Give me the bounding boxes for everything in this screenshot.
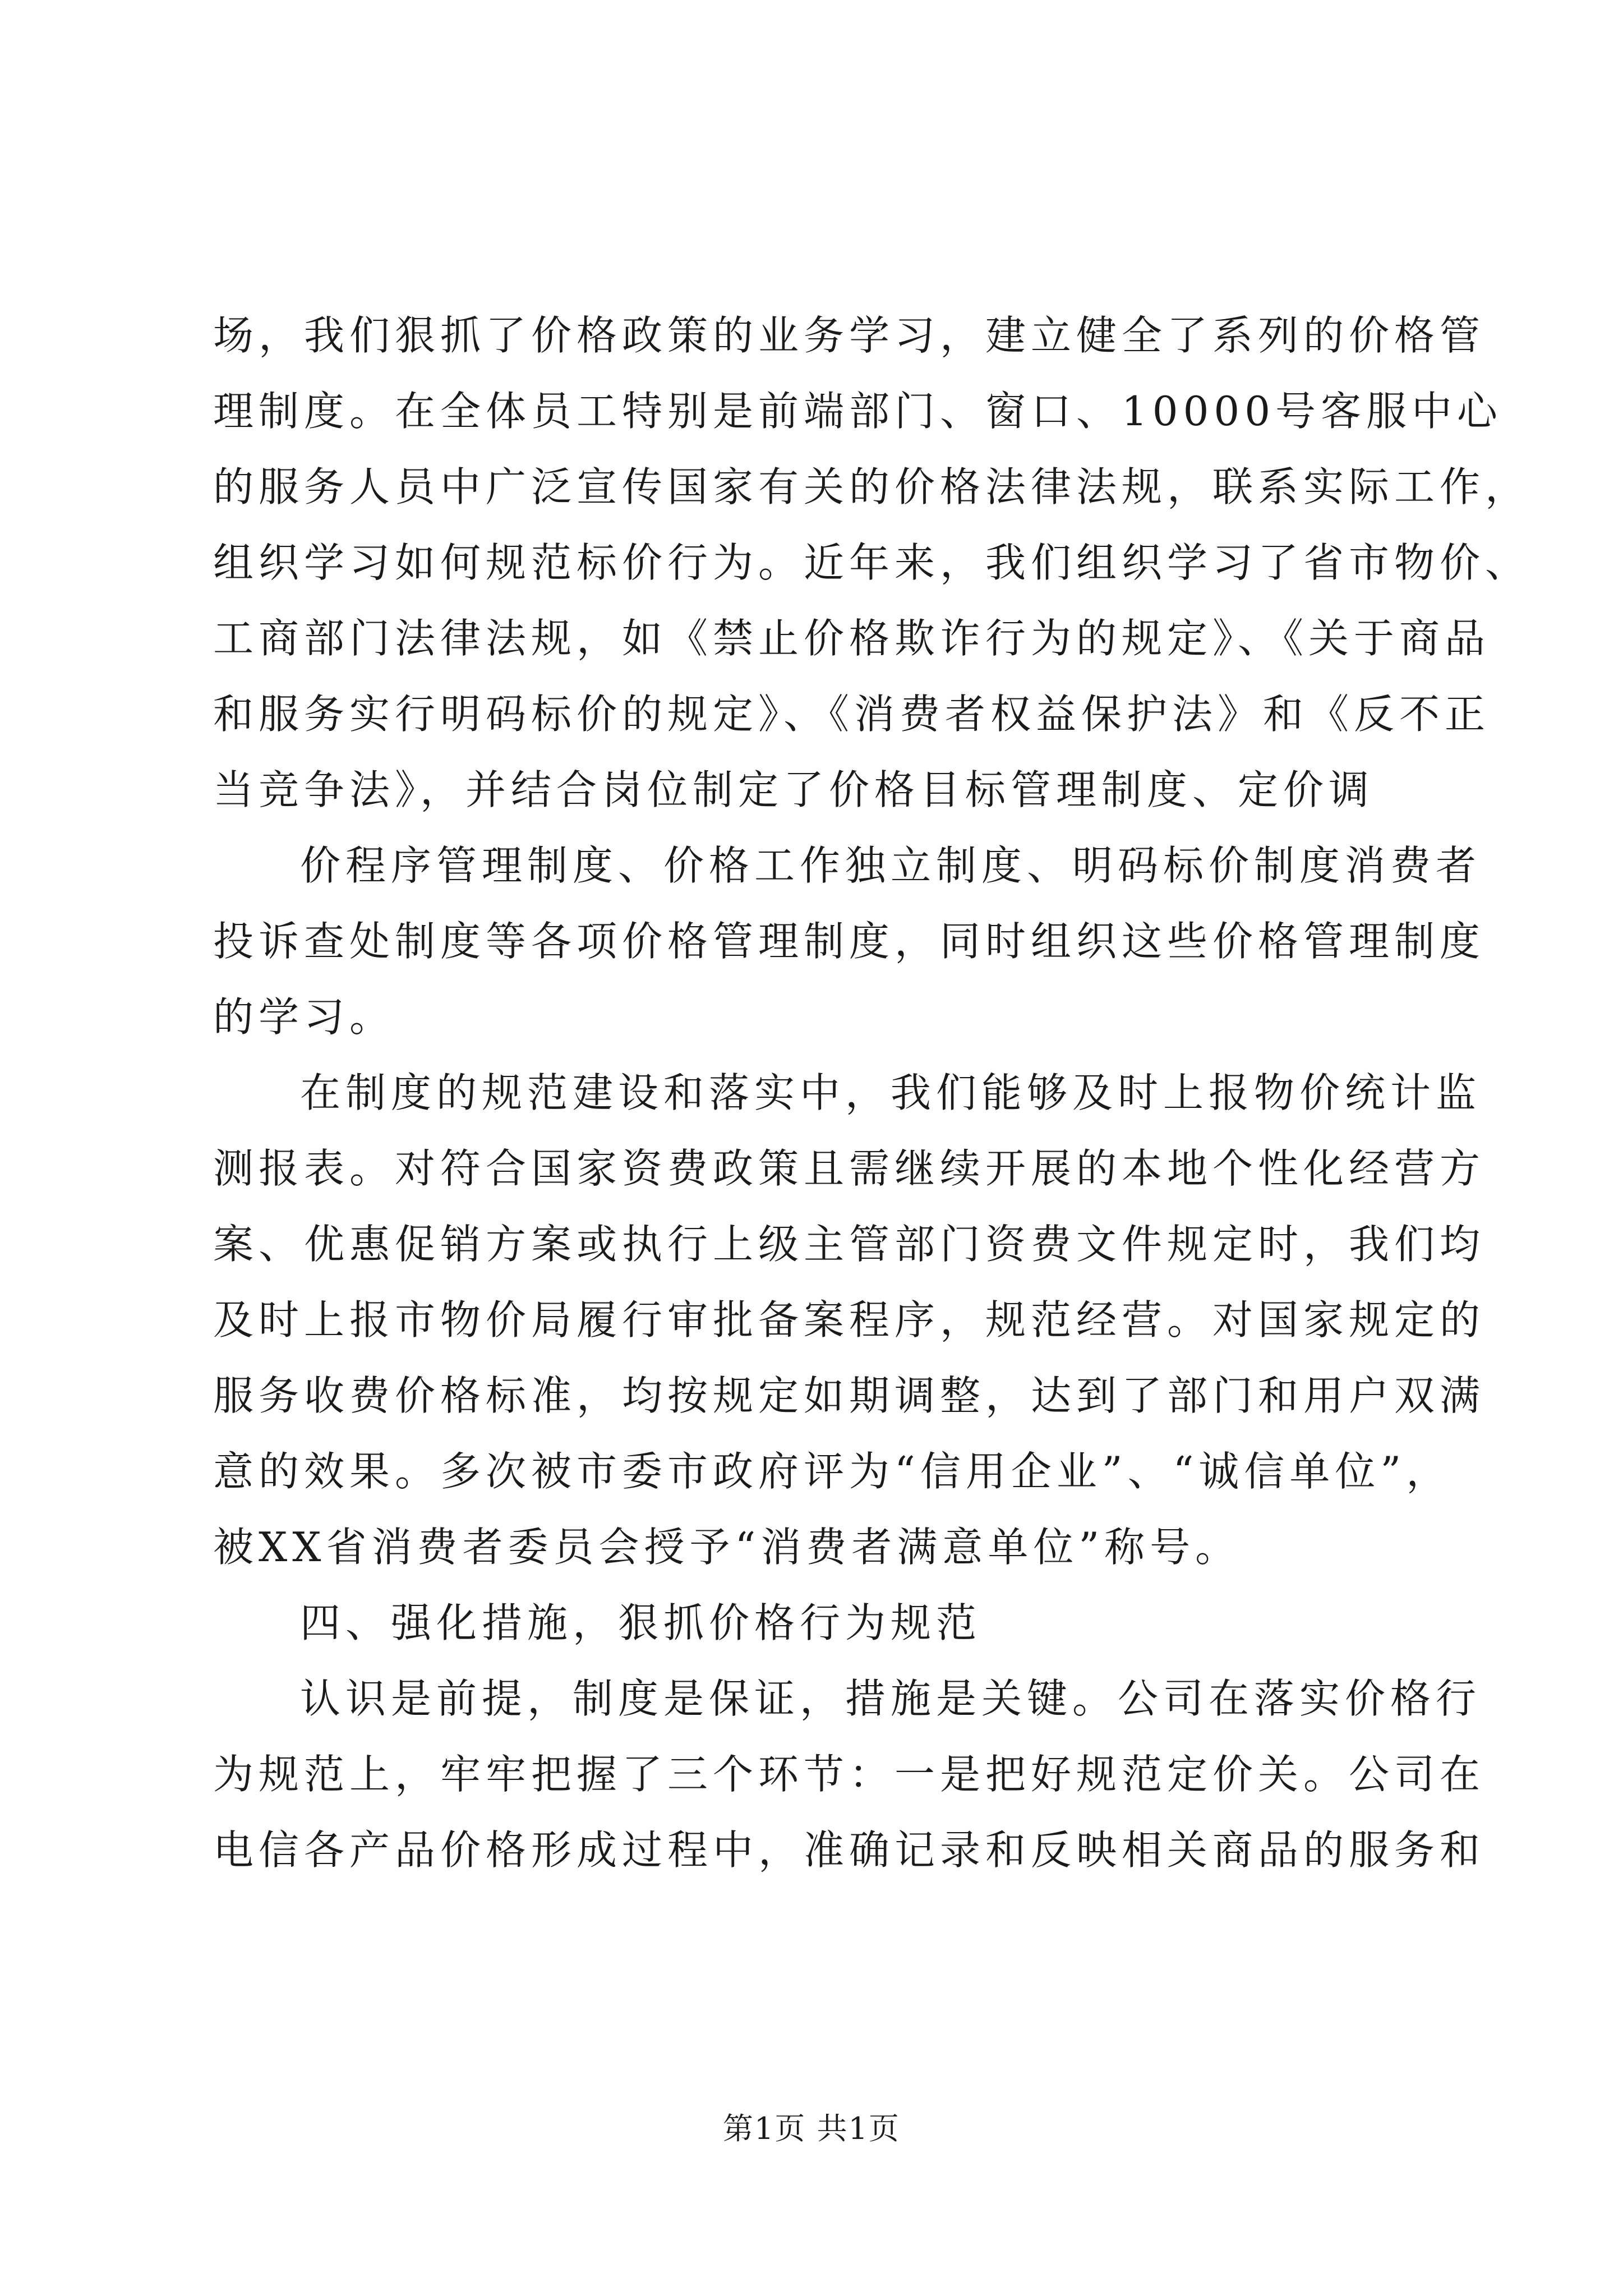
text-line: 组织学习如何规范标价行为。近年来，我们组织学习了省市物价、 [213,539,1531,586]
paragraph-first-line: 在制度的规范建设和落实中，我们能够及时上报物价统计监 [300,1069,1482,1116]
text-line: 的服务人员中广泛宣传国家有关的价格法律法规，联系实际工作， [213,463,1531,510]
section-heading: 四、强化措施，狠抓价格行为规范 [300,1599,982,1646]
text-line: 意的效果。多次被市委市政府评为“信用企业”、“诚信单位”， [213,1448,1452,1495]
text-line: 的学习。 [213,993,395,1041]
text-line: 测报表。对符合国家资费政策且需继续开展的本地个性化经营方 [213,1145,1486,1192]
text-line: 服务收费价格标准，均按规定如期调整，达到了部门和用户双满 [213,1372,1486,1419]
text-line: 为规范上，牢牢把握了三个环节：一是把好规范定价关。公司在 [213,1751,1486,1798]
text-line: 投诉查处制度等各项价格管理制度，同时组织这些价格管理制度 [213,918,1486,965]
text-line: 被XX省消费者委员会授予“消费者满意单位”称号。 [213,1524,1241,1571]
text-line: 场，我们狠抓了价格政策的业务学习，建立健全了系列的价格管 [213,312,1486,359]
paragraph-first-line: 价程序管理制度、价格工作独立制度、明码标价制度消费者 [300,842,1482,889]
text-line: 理制度。在全体员工特别是前端部门、窗口、10000号客服中心 [213,388,1503,435]
text-line: 案、优惠促销方案或执行上级主管部门资费文件规定时，我们均 [213,1221,1486,1268]
text-line: 当竞争法》，并结合岗位制定了价格目标管理制度、定价调 [213,766,1375,813]
text-line: 工商部门法律法规，如《禁止价格欺诈行为的规定》、《关于商品 [213,615,1491,662]
text-line: 及时上报市物价局履行审批备案程序，规范经营。对国家规定的 [213,1296,1486,1343]
page-number-footer: 第1页 共1页 [723,2111,900,2146]
text-line: 电信各产品价格形成过程中，准确记录和反映相关商品的服务和 [213,1826,1486,1874]
text-line: 和服务实行明码标价的规定》、《消费者权益保护法》和《反不正 [213,691,1491,738]
paragraph-first-line: 认识是前提，制度是保证，措施是关键。公司在落实价格行 [300,1675,1482,1722]
